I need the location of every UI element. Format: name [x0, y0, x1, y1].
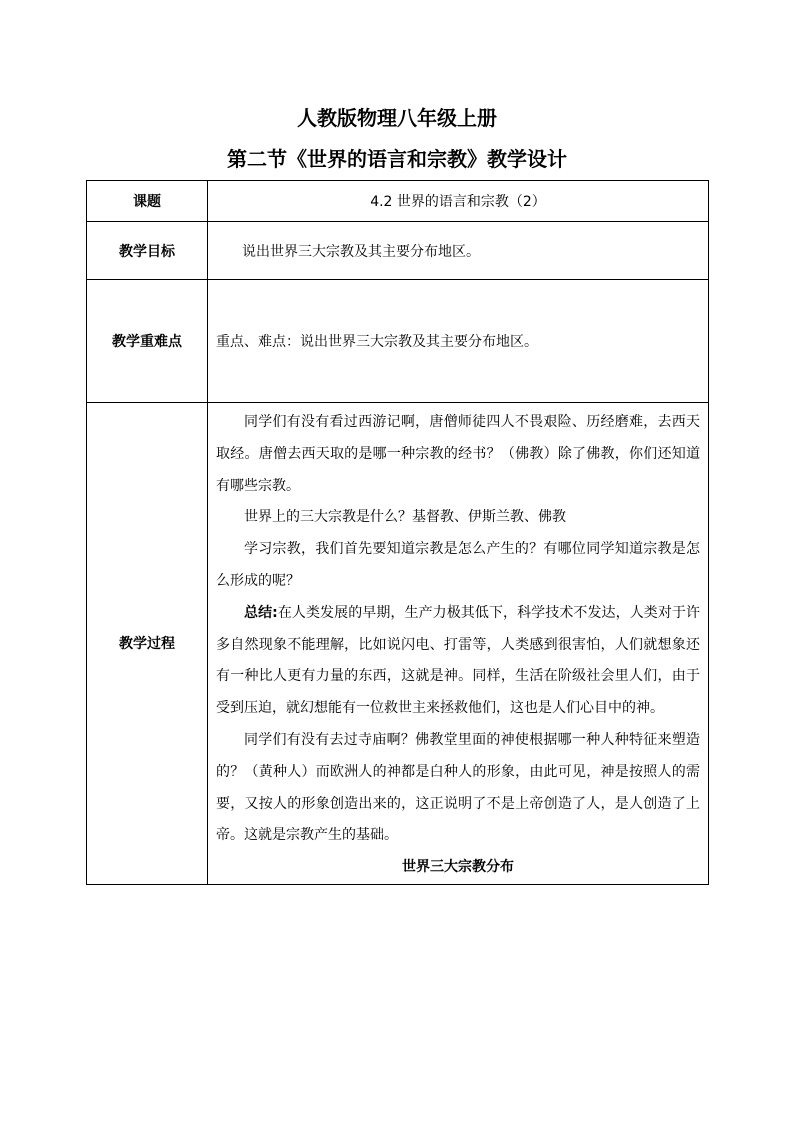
document-title: 人教版物理八年级上册 [297, 106, 497, 130]
summary-text: 在人类发展的早期，生产力极其低下，科学技术不发达，人类对于许多自然现象不能理解，比如说闪电、打雷等，人类感到很害怕，人们就想象还有一种比人更有力量的东西，这就是神。同样，生活在阶级社会里人们，由于受到压迫，就幻想能有一位救世主来拯救他们，这也是人们心目中的神。 [216, 604, 700, 717]
summary-paragraph [216, 598, 700, 725]
document-subtitle: 第二节《世界的语言和宗教》教学设计 [227, 147, 567, 171]
key-points-label: 教学重难点 [87, 280, 208, 403]
process-paragraph: 世界上的三大宗教是什么？基督教、伊斯兰教、佛教 [244, 509, 566, 526]
objective-row [87, 222, 709, 280]
process-paragraph: 同学们有没有看过西游记啊，唐僧师徒四人不畏艰险、历经磨难，去西天取经。唐僧去西天取的是哪一种宗教的经书？（佛教）除了佛教，你们还知道有哪些宗教。 [216, 414, 700, 494]
key-points-value: 重点、难点：说出世界三大宗教及其主要分布地区。 [208, 280, 709, 403]
summary-lead: 总结: [244, 604, 278, 621]
lesson-plan-table [86, 180, 709, 885]
process-row [87, 403, 709, 885]
temple-paragraph: 同学们有没有去过寺庙啊？佛教堂里面的神使根据哪一种人种特征来塑造的？（黄种人）而欧洲人的神都是白种人的形象，由此可见，神是按照人的需要，又按人的形象创造出来的，这正说明了不是上帝创造了人，是人创造了上帝。这就是宗教产生的基础。 [216, 731, 700, 844]
topic-value: 4.2 世界的语言和宗教（2） [208, 181, 709, 222]
process-label: 教学过程 [87, 403, 208, 885]
process-paragraph: 学习宗教，我们首先要知道宗教是怎么产生的？有哪位同学知道宗教是怎么形成的呢？ [216, 541, 700, 589]
topic-label: 课题 [87, 181, 208, 222]
topic-row [87, 181, 709, 222]
objective-value: 说出世界三大宗教及其主要分布地区。 [208, 222, 709, 280]
process-content [208, 403, 709, 885]
objective-label: 教学目标 [87, 222, 208, 280]
key-points-row [87, 280, 709, 403]
map-title: 世界三大宗教分布 [402, 859, 514, 876]
